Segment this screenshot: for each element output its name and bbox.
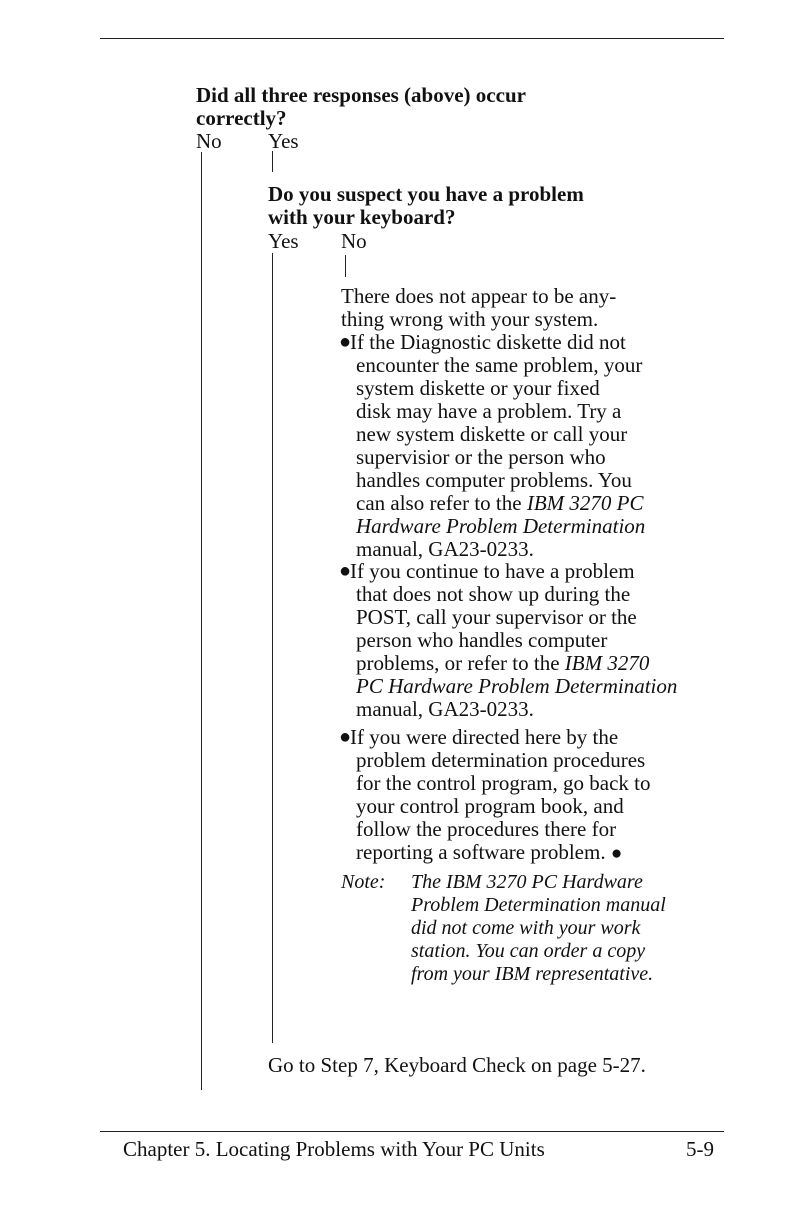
- bullet-1-line: new system diskette or call your: [356, 422, 628, 446]
- end-of-procedure-mark: ●: [610, 843, 623, 864]
- note-line: did not come with your work: [411, 917, 641, 939]
- footer-rule: [100, 1131, 724, 1132]
- bullet-3-line: If you were directed here by the: [350, 725, 619, 749]
- bullet-3-line: follow the procedures there for: [356, 817, 617, 841]
- question-1-line-2: correctly?: [196, 106, 287, 130]
- bullet-2-reference: [356, 652, 677, 675]
- bullet-3-line: for the control program, go back to: [356, 771, 651, 795]
- q1-yes-label: Yes: [268, 129, 299, 153]
- bullet-3-line: your control program book, and: [356, 794, 624, 818]
- bullet-2-ref-manual: manual, GA23-0233.: [356, 697, 534, 721]
- flow-line-q1-no: [201, 152, 202, 1090]
- question-1: [196, 84, 716, 130]
- question-2-line-1: Do you suspect you have a problem: [268, 182, 584, 206]
- bullet-2-line: person who handles computer: [356, 628, 608, 652]
- bullet-1-ref-title-a: IBM 3270 PC: [526, 491, 644, 515]
- bullet-1-reference: [356, 492, 645, 515]
- q1-no-label: No: [196, 129, 222, 153]
- bullet-2-ref-prefix: problems, or refer to the: [356, 651, 565, 675]
- note-label: Note:: [341, 871, 386, 893]
- bullet-1-ref-manual: manual, GA23-0233.: [356, 537, 534, 561]
- flow-line-q2-yes: [272, 253, 273, 1043]
- bullet-1-ref-prefix: can also refer to the: [356, 491, 527, 515]
- bullet-1-line: If the Diagnostic diskette did not: [350, 330, 626, 354]
- goto-keyboard-check: Go to Step 7, Keyboard Check on page 5-27.: [268, 1053, 646, 1077]
- bullet-1-dot: ●: [339, 331, 352, 353]
- bullet-3-line: reporting a software problem.: [356, 840, 606, 864]
- bullet-2-ref-title-b: PC Hardware Problem Determination: [356, 674, 678, 698]
- bullet-2-line: that does not show up during the: [356, 582, 631, 606]
- bullet-2-line: POST, call your supervisor or the: [356, 605, 637, 629]
- q2-yes-label: Yes: [268, 229, 299, 253]
- q2-no-label: No: [341, 229, 367, 253]
- footer-page-number: 5-9: [686, 1137, 714, 1161]
- no-problem-text: [341, 285, 616, 331]
- bullet-2-ref-title-a: IBM 3270: [564, 651, 650, 675]
- bullet-1-line: handles computer problems. You: [356, 468, 632, 492]
- footer-chapter-title: Chapter 5. Locating Problems with Your PC Units: [123, 1137, 545, 1161]
- bullet-3-dot: ●: [339, 726, 352, 748]
- bullet-1-text: [350, 330, 646, 561]
- note-line: station. You can order a copy: [411, 940, 646, 962]
- note-line: Problem Determination manual: [411, 894, 666, 916]
- bullet-1-line: system diskette or your fixed: [356, 376, 600, 400]
- bullet-3-last-line: [356, 841, 651, 865]
- bullet-1-line: disk may have a problem. Try a: [356, 399, 622, 423]
- bullet-1-ref-title-b: Hardware Problem Determination: [356, 514, 646, 538]
- question-1-line-1: Did all three responses (above) occur: [196, 83, 526, 107]
- no-problem-line-1: There does not appear to be any-: [341, 284, 617, 308]
- flow-line-q1-yes: [272, 151, 273, 172]
- question-2-line-2: with your keyboard?: [268, 205, 456, 229]
- bullet-1-line: supervisior or the person who: [356, 445, 606, 469]
- no-problem-line-2: thing wrong with your system.: [341, 307, 599, 331]
- question-2: [268, 183, 728, 229]
- bullet-3-line: problem determination procedures: [356, 748, 646, 772]
- note-line: from your IBM representative.: [411, 963, 654, 985]
- bullet-2-text: [350, 559, 678, 721]
- note-text: [411, 871, 666, 986]
- bullet-3-text: [350, 725, 651, 865]
- note-line: The IBM 3270 PC Hardware: [411, 871, 643, 893]
- bullet-1-line: encounter the same problem, your: [356, 353, 643, 377]
- bullet-2-dot: ●: [339, 560, 352, 582]
- flow-line-q2-no: [345, 255, 346, 277]
- bullet-2-line: If you continue to have a problem: [350, 559, 635, 583]
- header-rule: [100, 38, 724, 39]
